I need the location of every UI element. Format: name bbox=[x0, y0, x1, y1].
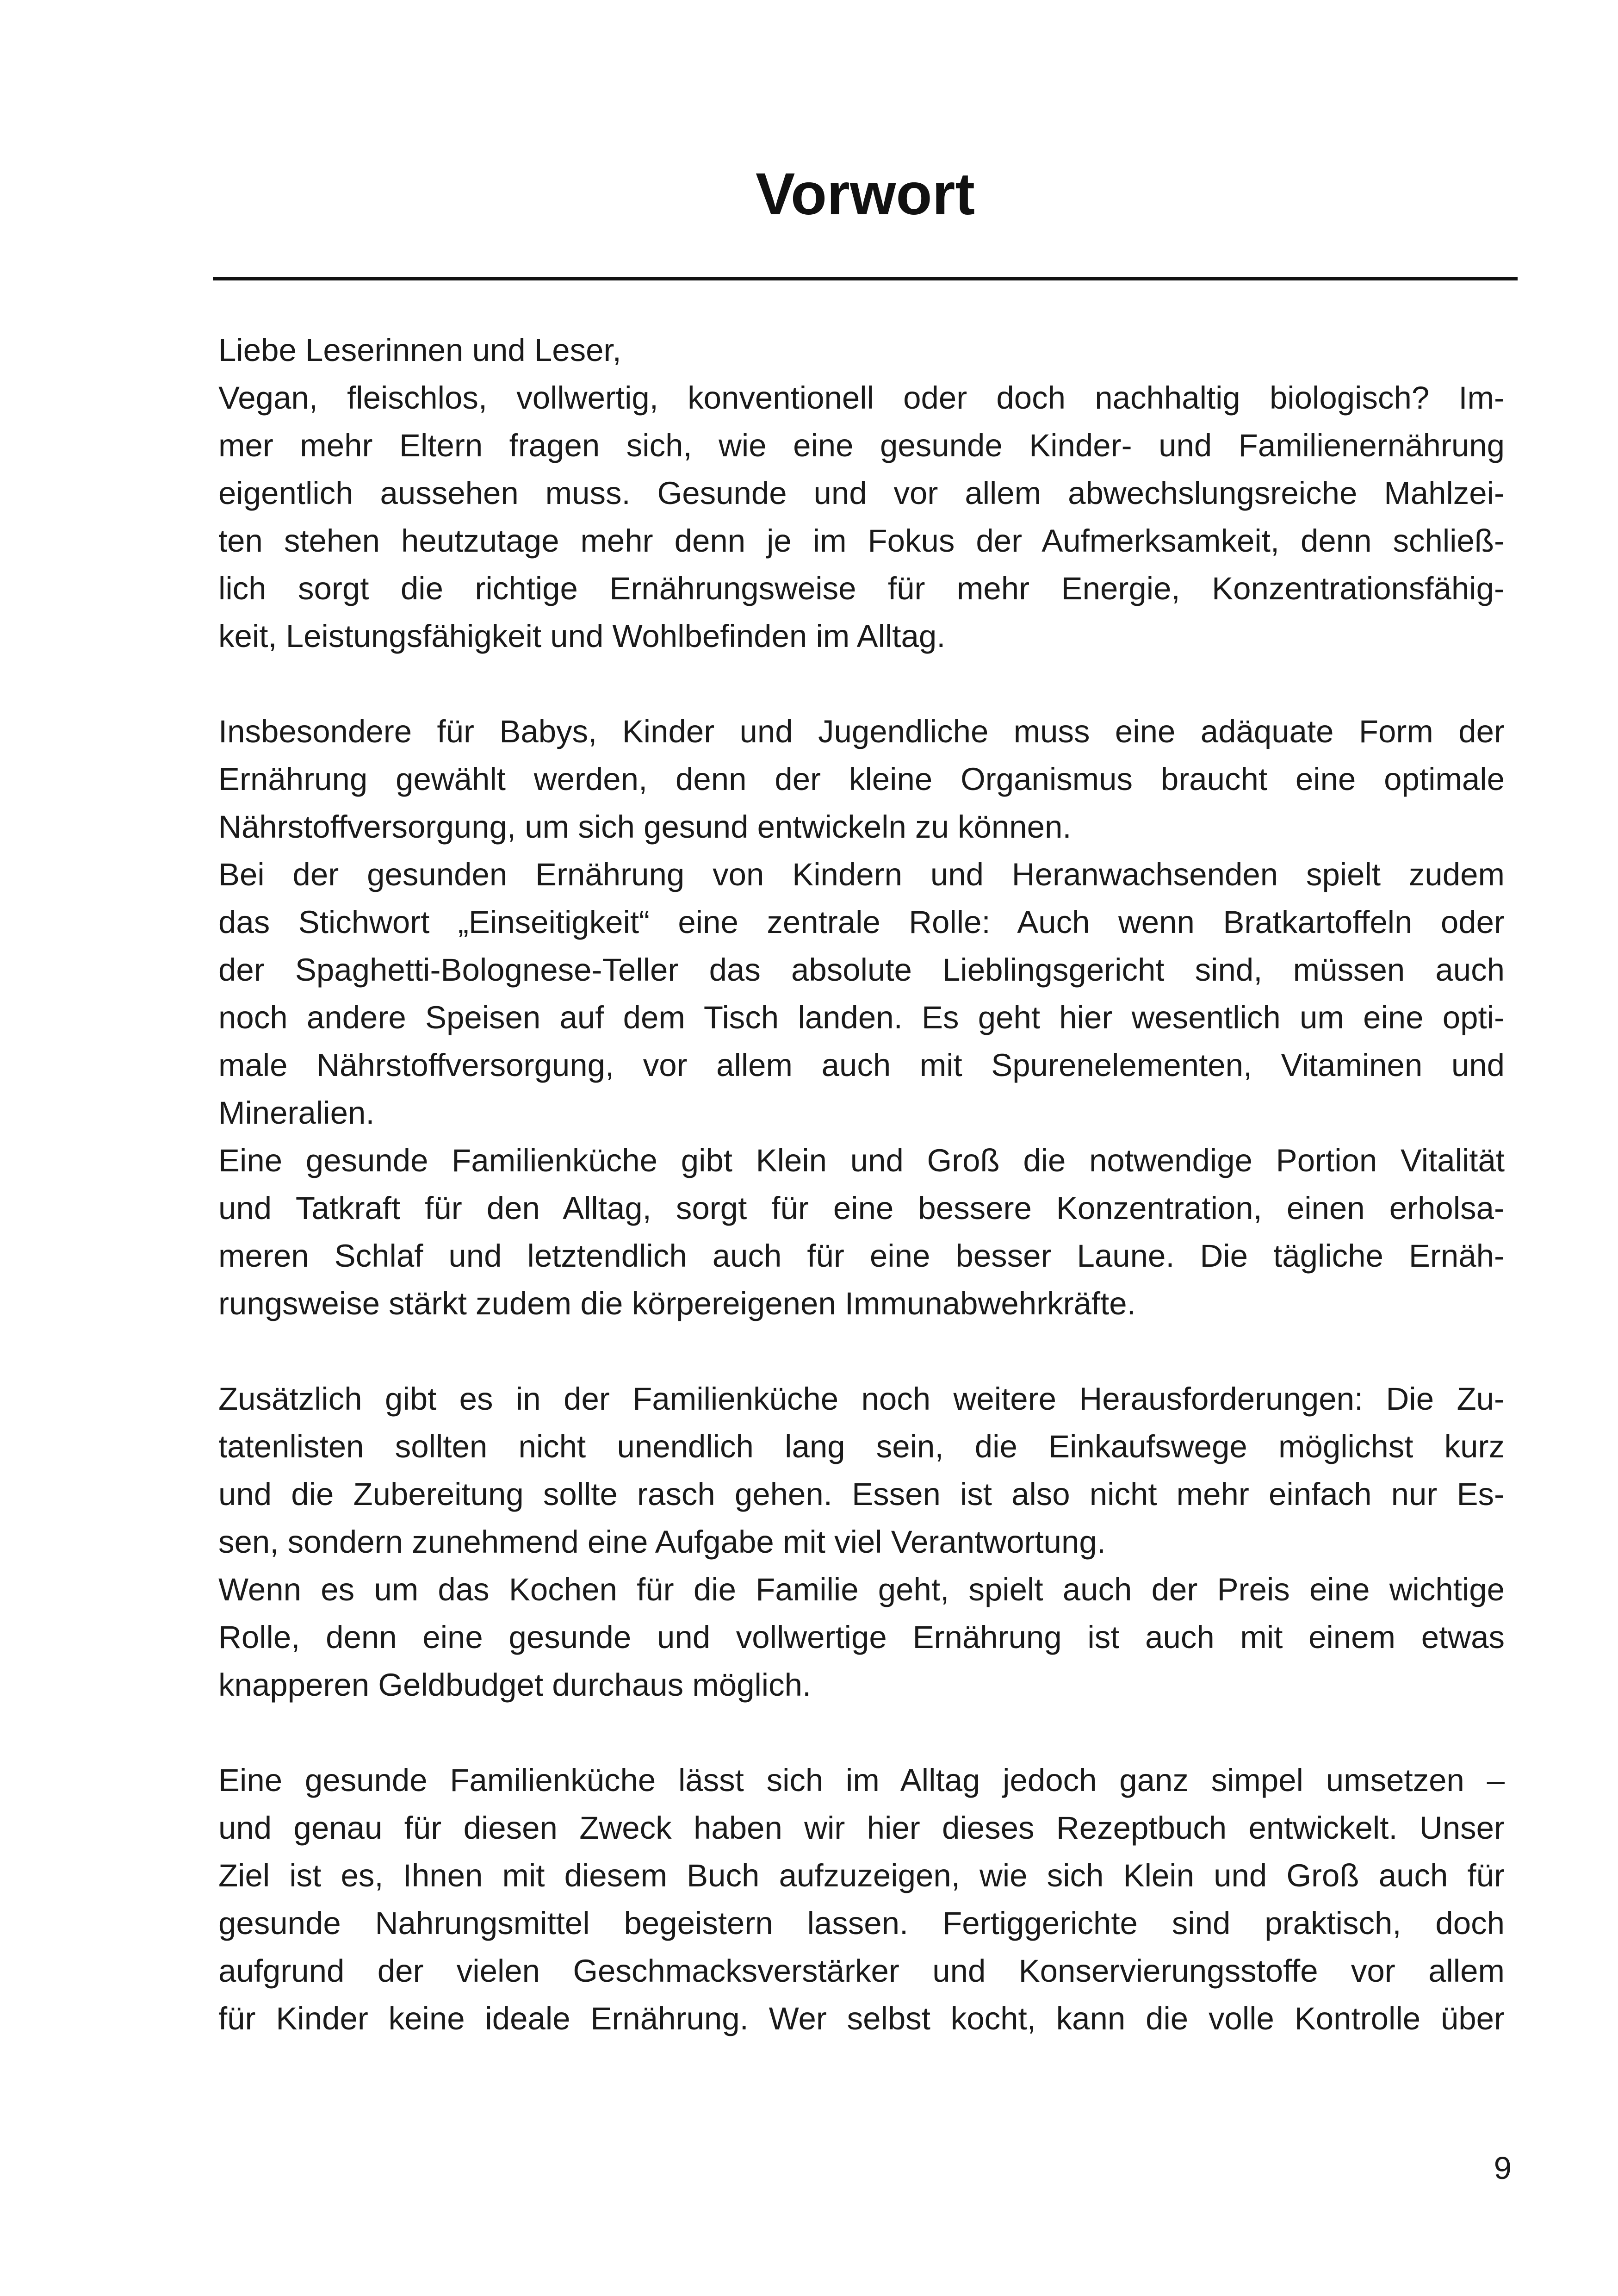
text-line: Vegan, fleischlos, vollwertig, konventionell oder doch nachhaltig biologisch? Im- bbox=[218, 380, 1505, 416]
paragraph-gap bbox=[218, 1709, 1505, 1756]
text-line: Rolle, denn eine gesunde und vollwertige Ernährung ist auch mit einem etwas bbox=[218, 1619, 1505, 1655]
text-line: male Nährstoffversorgung, vor allem auch mit Spurenelementen, Vitaminen und bbox=[218, 1047, 1505, 1083]
text-line: Nährstoffversorgung, um sich gesund entwickeln zu können. bbox=[218, 809, 1072, 845]
text-line: noch andere Speisen auf dem Tisch landen. Es geht hier wesentlich um eine opti- bbox=[218, 1000, 1505, 1035]
text-line: sen, sondern zunehmend eine Aufgabe mit viel Verantwortung. bbox=[218, 1524, 1106, 1560]
text-line: mer mehr Eltern fragen sich, wie eine gesunde Kinder- und Familienernährung bbox=[218, 428, 1505, 463]
text-line: und Tatkraft für den Alltag, sorgt für eine bessere Konzentration, einen erholsa- bbox=[218, 1190, 1505, 1226]
text-line: lich sorgt die richtige Ernährungsweise für mehr Energie, Konzentrationsfähig- bbox=[218, 571, 1505, 606]
text-line: gesunde Nahrungsmittel begeistern lassen. Fertiggerichte sind praktisch, doch bbox=[218, 1905, 1505, 1941]
text-line: tatenlisten sollten nicht unendlich lang sein, die Einkaufswege möglichst kurz bbox=[218, 1429, 1505, 1464]
text-line: rungsweise stärkt zudem die körpereigenen Immunabwehrkräfte. bbox=[218, 1286, 1136, 1321]
text-line: das Stichwort „Einseitigkeit“ eine zentrale Rolle: Auch wenn Bratkartoffeln oder bbox=[218, 904, 1505, 940]
text-line: Ernährung gewählt werden, denn der kleine Organismus braucht eine optimale bbox=[218, 761, 1505, 797]
text-line: meren Schlaf und letztendlich auch für eine besser Laune. Die tägliche Ernäh- bbox=[218, 1238, 1505, 1274]
page-title: Vorwort bbox=[755, 161, 975, 227]
page-number: 9 bbox=[1494, 2150, 1512, 2186]
text-line: und die Zubereitung sollte rasch gehen. Essen ist also nicht mehr einfach nur Es- bbox=[218, 1476, 1505, 1512]
text-line: Eine gesunde Familienküche gibt Klein und Groß die notwendige Portion Vitalität bbox=[218, 1143, 1505, 1178]
text-line: keit, Leistungsfähigkeit und Wohlbefinden im Alltag. bbox=[218, 618, 946, 654]
text-line: eigentlich aussehen muss. Gesunde und vor allem abwechslungsreiche Mahlzei- bbox=[218, 475, 1505, 511]
text-line: Zusätzlich gibt es in der Familienküche noch weitere Herausforderungen: Die Zu- bbox=[218, 1381, 1505, 1417]
text-line: Mineralien. bbox=[218, 1095, 375, 1131]
text-line: der Spaghetti-Bolognese-Teller das absolute Lieblingsgericht sind, müssen auch bbox=[218, 952, 1505, 988]
text-line: Wenn es um das Kochen für die Familie geht, spielt auch der Preis eine wichtige bbox=[218, 1572, 1505, 1607]
text-line: Ziel ist es, Ihnen mit diesem Buch aufzuzeigen, wie sich Klein und Groß auch für bbox=[218, 1858, 1505, 1893]
paragraph-gap bbox=[218, 660, 1505, 708]
text-line: für Kinder keine ideale Ernährung. Wer selbst kocht, kann die volle Kontrolle über bbox=[218, 2001, 1505, 2036]
text-line: Eine gesunde Familienküche lässt sich im Alltag jedoch ganz simpel umsetzen – bbox=[218, 1762, 1505, 1798]
text-line: Liebe Leserinnen und Leser, bbox=[218, 332, 621, 368]
text-line: und genau für diesen Zweck haben wir hier dieses Rezeptbuch entwickelt. Unser bbox=[218, 1810, 1505, 1846]
text-line: knapperen Geldbudget durchaus möglich. bbox=[218, 1667, 812, 1703]
paragraph-gap bbox=[218, 1327, 1505, 1375]
text-line: Bei der gesunden Ernährung von Kindern und Heranwachsenden spielt zudem bbox=[218, 857, 1505, 892]
text-line: Insbesondere für Babys, Kinder und Jugendliche muss eine adäquate Form der bbox=[218, 714, 1505, 749]
text-line: aufgrund der vielen Geschmacksverstärker und Konservierungsstoffe vor allem bbox=[218, 1953, 1505, 1989]
body-text bbox=[218, 326, 1505, 2042]
text-line: ten stehen heutzutage mehr denn je im Fokus der Aufmerksamkeit, denn schließ- bbox=[218, 523, 1505, 559]
title-divider bbox=[213, 277, 1518, 280]
